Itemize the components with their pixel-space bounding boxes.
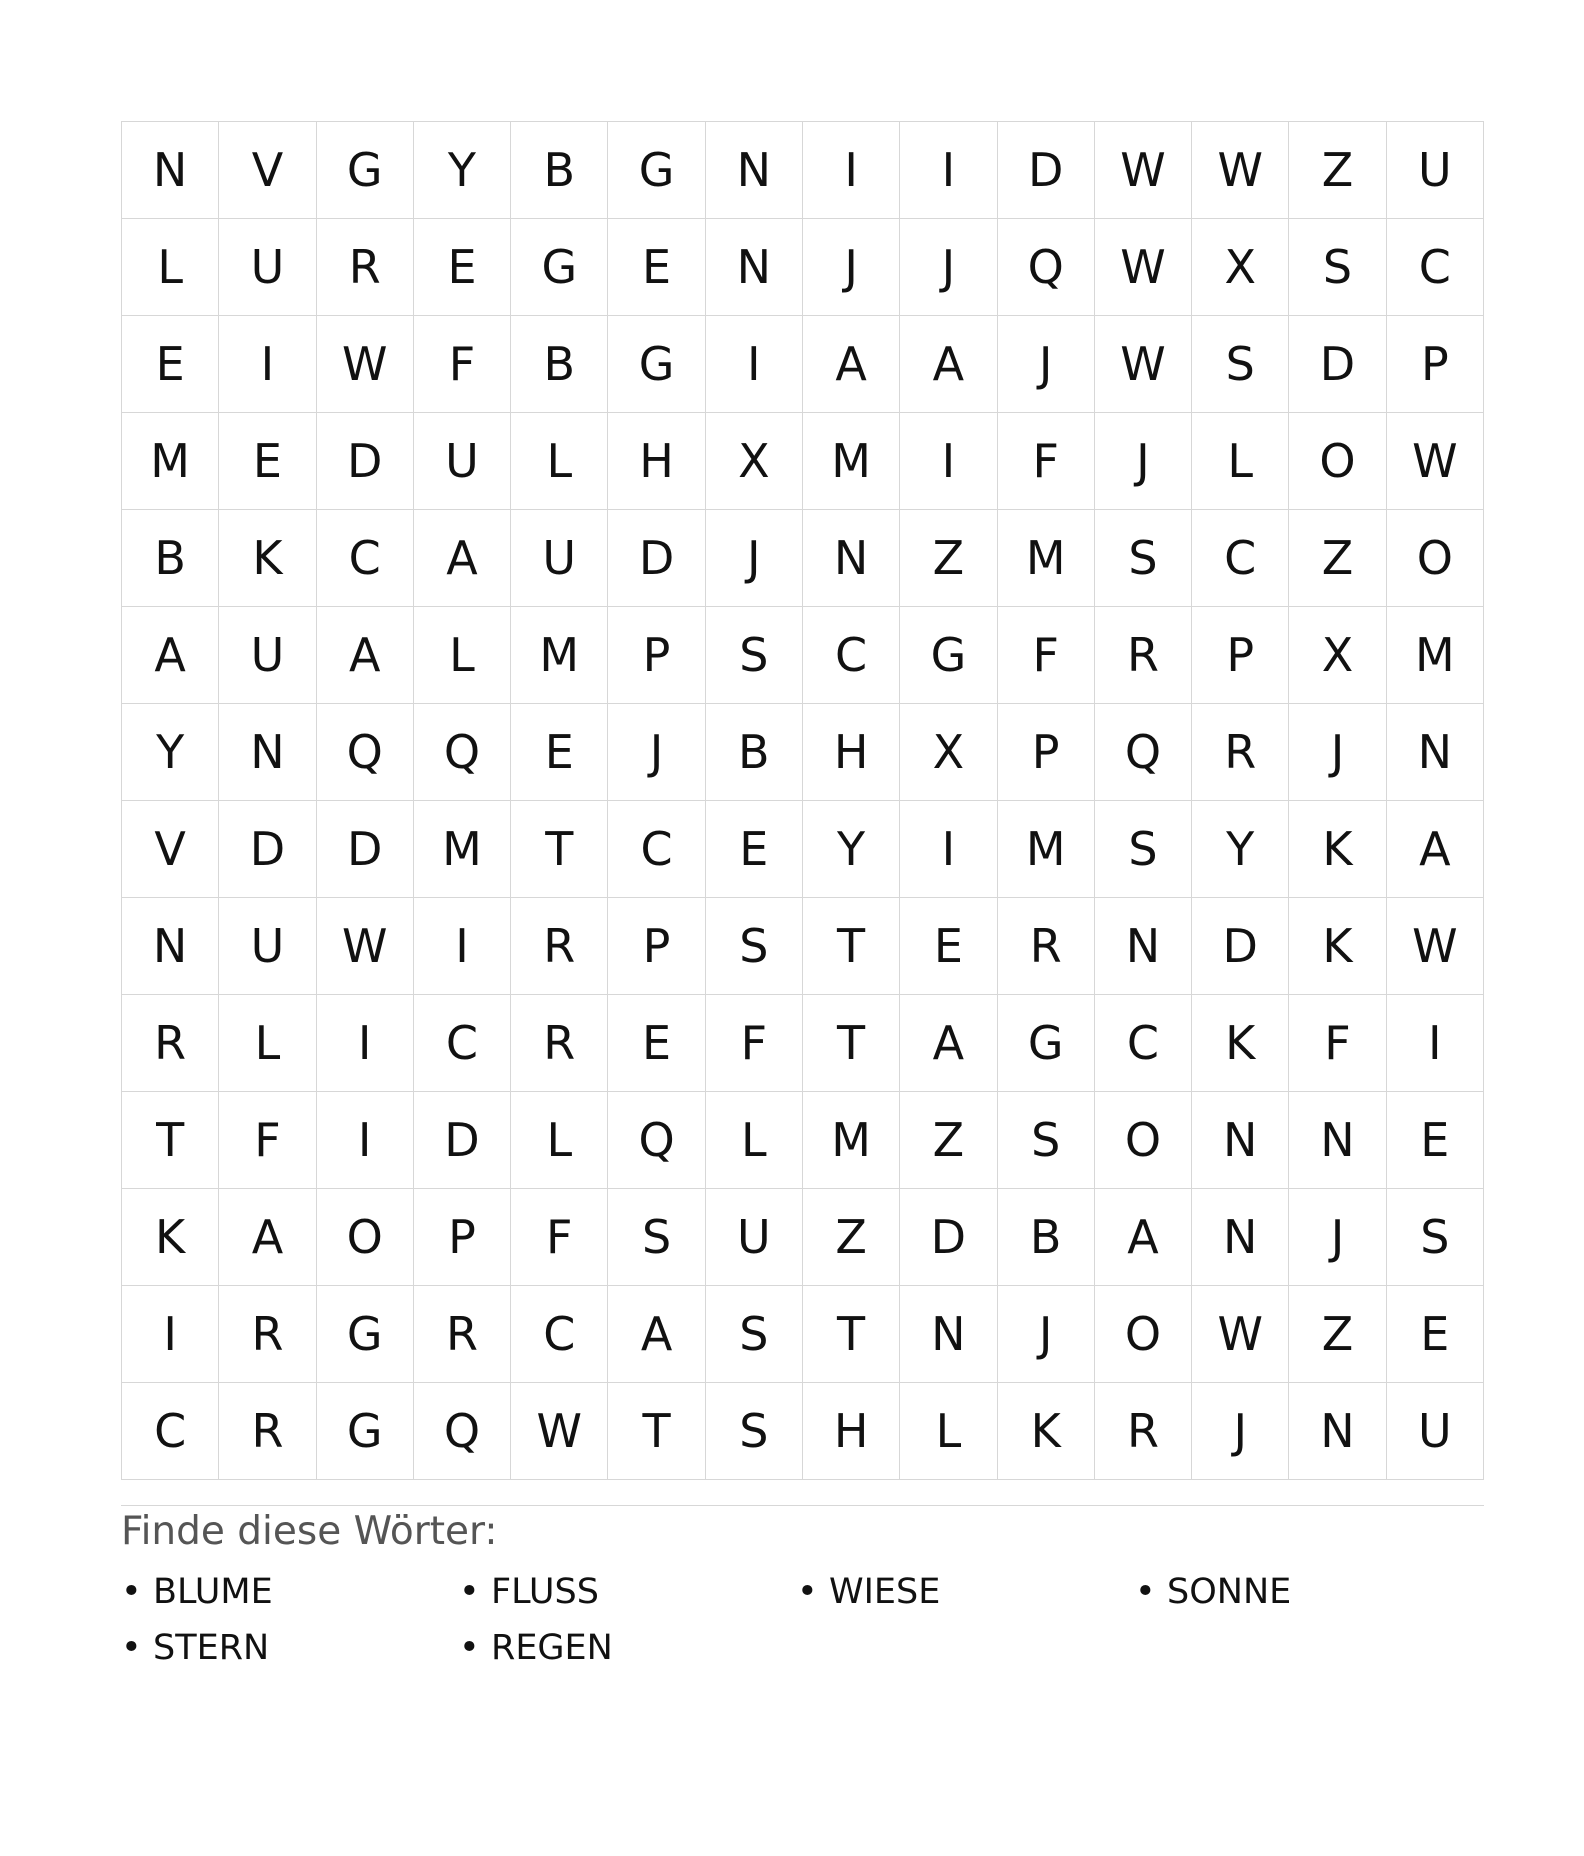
grid-cell[interactable]: P (1192, 607, 1289, 704)
grid-cell[interactable]: D (608, 510, 705, 607)
grid-cell[interactable]: Y (1192, 801, 1289, 898)
grid-cell[interactable]: C (802, 607, 899, 704)
grid-cell[interactable]: I (316, 995, 413, 1092)
grid-cell[interactable]: A (1386, 801, 1483, 898)
grid-cell[interactable]: M (997, 510, 1094, 607)
grid-cell[interactable]: L (511, 1092, 608, 1189)
bullet-icon: • (121, 1628, 142, 1668)
grid-cell[interactable]: I (413, 898, 510, 995)
grid-cell[interactable]: N (122, 898, 219, 995)
grid-cell[interactable]: R (1192, 704, 1289, 801)
grid-cell[interactable]: R (1094, 1383, 1191, 1480)
grid-cell[interactable]: F (219, 1092, 316, 1189)
grid-cell[interactable]: A (608, 1286, 705, 1383)
grid-cell[interactable]: R (511, 898, 608, 995)
grid-cell[interactable]: D (413, 1092, 510, 1189)
grid-cell[interactable]: G (608, 122, 705, 219)
grid-cell[interactable]: X (705, 413, 802, 510)
grid-cell[interactable]: I (316, 1092, 413, 1189)
grid-cell[interactable]: O (1094, 1286, 1191, 1383)
grid-cell[interactable]: Z (900, 510, 997, 607)
grid-cell[interactable]: D (900, 1189, 997, 1286)
divider (121, 1505, 1484, 1506)
grid-row (122, 801, 1484, 898)
grid-cell[interactable]: Z (1289, 510, 1386, 607)
grid-cell[interactable]: C (1386, 219, 1483, 316)
grid-cell[interactable]: Z (1289, 1286, 1386, 1383)
grid-cell[interactable]: G (316, 1383, 413, 1480)
grid-cell[interactable]: V (122, 801, 219, 898)
bullet-icon: • (459, 1628, 480, 1668)
grid-cell[interactable]: F (705, 995, 802, 1092)
grid-cell[interactable]: A (1094, 1189, 1191, 1286)
word-label: WIESE (829, 1572, 941, 1612)
grid-cell[interactable]: X (1289, 607, 1386, 704)
grid-cell[interactable]: B (122, 510, 219, 607)
grid-cell[interactable]: Q (1094, 704, 1191, 801)
grid-cell[interactable]: E (219, 413, 316, 510)
grid-cell[interactable]: C (1192, 510, 1289, 607)
grid-cell[interactable]: B (511, 122, 608, 219)
grid-cell[interactable]: O (1289, 413, 1386, 510)
grid-cell[interactable]: N (1289, 1092, 1386, 1189)
grid-cell[interactable]: I (219, 316, 316, 413)
grid-cell[interactable]: A (900, 995, 997, 1092)
grid-cell[interactable]: I (900, 801, 997, 898)
grid-cell[interactable]: I (802, 122, 899, 219)
word-search-puzzle (121, 121, 1484, 1480)
grid-cell[interactable]: E (1386, 1286, 1483, 1383)
grid-cell[interactable]: N (802, 510, 899, 607)
grid-cell[interactable]: I (122, 1286, 219, 1383)
grid-cell[interactable]: Y (122, 704, 219, 801)
grid-cell[interactable]: M (413, 801, 510, 898)
grid-row (122, 510, 1484, 607)
grid-cell[interactable]: T (802, 898, 899, 995)
word-list-item (459, 1624, 797, 1672)
grid-cell[interactable]: E (900, 898, 997, 995)
grid-row (122, 607, 1484, 704)
grid-cell[interactable]: N (219, 704, 316, 801)
grid-cell[interactable]: U (1386, 122, 1483, 219)
grid-cell[interactable]: B (705, 704, 802, 801)
grid-cell[interactable]: J (1192, 1383, 1289, 1480)
grid-cell[interactable]: R (511, 995, 608, 1092)
grid-row (122, 704, 1484, 801)
grid-cell[interactable]: N (1386, 704, 1483, 801)
grid-row (122, 219, 1484, 316)
grid-cell[interactable]: J (900, 219, 997, 316)
grid-cell[interactable]: W (316, 898, 413, 995)
grid-cell[interactable]: R (1094, 607, 1191, 704)
grid-cell[interactable]: H (802, 1383, 899, 1480)
grid-row (122, 122, 1484, 219)
grid-cell[interactable]: G (316, 1286, 413, 1383)
grid-cell[interactable]: E (511, 704, 608, 801)
grid-cell[interactable]: H (608, 413, 705, 510)
grid-cell[interactable]: S (705, 1286, 802, 1383)
grid-cell[interactable]: A (413, 510, 510, 607)
grid-cell[interactable]: K (219, 510, 316, 607)
grid-cell[interactable]: M (1386, 607, 1483, 704)
grid-cell[interactable]: L (413, 607, 510, 704)
bullet-icon: • (459, 1572, 480, 1612)
grid-cell[interactable]: M (511, 607, 608, 704)
grid-cell[interactable]: T (802, 1286, 899, 1383)
grid-cell[interactable]: K (1289, 898, 1386, 995)
grid-cell[interactable]: N (1094, 898, 1191, 995)
grid-cell[interactable]: A (802, 316, 899, 413)
grid-cell[interactable]: W (1094, 219, 1191, 316)
letter-grid (121, 121, 1484, 1480)
grid-cell[interactable]: S (1094, 801, 1191, 898)
grid-cell[interactable]: Z (1289, 122, 1386, 219)
grid-cell[interactable]: M (802, 1092, 899, 1189)
grid-cell[interactable]: G (997, 995, 1094, 1092)
grid-cell[interactable]: K (997, 1383, 1094, 1480)
grid-cell[interactable]: Q (997, 219, 1094, 316)
grid-cell[interactable]: K (122, 1189, 219, 1286)
grid-cell[interactable]: D (997, 122, 1094, 219)
grid-cell[interactable]: E (608, 219, 705, 316)
letter-grid-body (122, 122, 1484, 1480)
grid-cell[interactable]: U (1386, 1383, 1483, 1480)
word-list-item (797, 1568, 1135, 1616)
grid-cell[interactable]: J (1289, 704, 1386, 801)
grid-cell[interactable]: P (997, 704, 1094, 801)
grid-cell[interactable]: N (705, 122, 802, 219)
grid-cell[interactable]: K (1289, 801, 1386, 898)
grid-cell[interactable]: J (1094, 413, 1191, 510)
grid-cell[interactable]: U (511, 510, 608, 607)
grid-cell[interactable]: W (511, 1383, 608, 1480)
grid-cell[interactable]: Z (802, 1189, 899, 1286)
instructions-label: Finde diese Wörter: (121, 1509, 498, 1554)
grid-row (122, 898, 1484, 995)
word-label: STERN (153, 1628, 270, 1668)
grid-cell[interactable]: R (316, 219, 413, 316)
grid-cell[interactable]: F (997, 607, 1094, 704)
grid-cell[interactable]: R (997, 898, 1094, 995)
grid-cell[interactable]: E (608, 995, 705, 1092)
grid-cell[interactable]: C (316, 510, 413, 607)
grid-cell[interactable]: Q (316, 704, 413, 801)
grid-cell[interactable]: F (1289, 995, 1386, 1092)
grid-cell[interactable]: C (608, 801, 705, 898)
grid-cell[interactable]: E (122, 316, 219, 413)
grid-cell[interactable]: S (705, 607, 802, 704)
grid-cell[interactable]: B (997, 1189, 1094, 1286)
grid-cell[interactable]: J (802, 219, 899, 316)
grid-cell[interactable]: D (1289, 316, 1386, 413)
grid-cell[interactable]: N (122, 122, 219, 219)
grid-cell[interactable]: G (900, 607, 997, 704)
bullet-icon: • (121, 1572, 142, 1612)
bullet-icon: • (797, 1572, 818, 1612)
grid-cell[interactable]: D (316, 801, 413, 898)
grid-cell[interactable]: U (219, 219, 316, 316)
grid-cell[interactable]: A (219, 1189, 316, 1286)
grid-cell[interactable]: L (219, 995, 316, 1092)
grid-cell[interactable]: V (219, 122, 316, 219)
grid-cell[interactable]: C (413, 995, 510, 1092)
grid-cell[interactable]: S (997, 1092, 1094, 1189)
grid-cell[interactable]: Q (413, 704, 510, 801)
word-list-item (459, 1568, 797, 1616)
grid-cell[interactable]: C (122, 1383, 219, 1480)
grid-row (122, 1286, 1484, 1383)
grid-cell[interactable]: G (316, 122, 413, 219)
grid-cell[interactable]: S (608, 1189, 705, 1286)
grid-cell[interactable]: F (997, 413, 1094, 510)
grid-cell[interactable]: T (608, 1383, 705, 1480)
grid-row (122, 1189, 1484, 1286)
grid-row (122, 995, 1484, 1092)
grid-cell[interactable]: O (1094, 1092, 1191, 1189)
grid-cell[interactable]: U (219, 898, 316, 995)
grid-cell[interactable]: L (705, 1092, 802, 1189)
grid-cell[interactable]: D (219, 801, 316, 898)
grid-cell[interactable]: C (1094, 995, 1191, 1092)
grid-cell[interactable]: N (1192, 1189, 1289, 1286)
word-list-item (1135, 1568, 1473, 1616)
word-list-item (121, 1568, 459, 1616)
word-list (121, 1568, 1484, 1672)
grid-cell[interactable]: G (608, 316, 705, 413)
grid-cell[interactable]: L (122, 219, 219, 316)
grid-cell[interactable]: E (413, 219, 510, 316)
grid-cell[interactable]: S (705, 1383, 802, 1480)
grid-cell[interactable]: L (1192, 413, 1289, 510)
grid-cell[interactable]: D (1192, 898, 1289, 995)
grid-cell[interactable]: H (802, 704, 899, 801)
grid-cell[interactable]: K (1192, 995, 1289, 1092)
grid-cell[interactable]: W (1192, 122, 1289, 219)
grid-cell[interactable]: I (705, 316, 802, 413)
grid-cell[interactable]: Z (900, 1092, 997, 1189)
grid-cell[interactable]: P (608, 607, 705, 704)
grid-cell[interactable]: J (608, 704, 705, 801)
grid-cell[interactable]: F (511, 1189, 608, 1286)
grid-cell[interactable]: J (997, 316, 1094, 413)
grid-cell[interactable]: I (1386, 995, 1483, 1092)
grid-cell[interactable]: N (1192, 1092, 1289, 1189)
grid-cell[interactable]: J (705, 510, 802, 607)
grid-cell[interactable]: C (511, 1286, 608, 1383)
bullet-icon: • (1135, 1572, 1156, 1612)
grid-cell[interactable]: S (1192, 316, 1289, 413)
grid-cell[interactable]: T (802, 995, 899, 1092)
grid-row (122, 316, 1484, 413)
grid-cell[interactable]: X (900, 704, 997, 801)
grid-cell[interactable]: E (705, 801, 802, 898)
grid-cell[interactable]: S (1094, 510, 1191, 607)
grid-cell[interactable]: W (1094, 122, 1191, 219)
grid-cell[interactable]: Y (413, 122, 510, 219)
grid-cell[interactable]: A (900, 316, 997, 413)
grid-cell[interactable]: D (316, 413, 413, 510)
grid-cell[interactable]: F (413, 316, 510, 413)
grid-cell[interactable]: G (511, 219, 608, 316)
word-label: SONNE (1167, 1572, 1292, 1612)
grid-cell[interactable]: J (997, 1286, 1094, 1383)
grid-cell[interactable]: P (1386, 316, 1483, 413)
grid-cell[interactable]: N (705, 219, 802, 316)
grid-cell[interactable]: O (316, 1189, 413, 1286)
grid-cell[interactable]: U (219, 607, 316, 704)
grid-cell[interactable]: Q (608, 1092, 705, 1189)
grid-cell[interactable]: R (219, 1383, 316, 1480)
grid-cell[interactable]: M (122, 413, 219, 510)
grid-cell[interactable]: X (1192, 219, 1289, 316)
grid-row (122, 1092, 1484, 1189)
word-label: FLUSS (491, 1572, 599, 1612)
grid-cell[interactable]: A (122, 607, 219, 704)
grid-cell[interactable]: M (802, 413, 899, 510)
grid-cell[interactable]: R (413, 1286, 510, 1383)
grid-cell[interactable]: W (1386, 898, 1483, 995)
grid-cell[interactable]: J (1289, 1189, 1386, 1286)
grid-cell[interactable]: W (316, 316, 413, 413)
grid-cell[interactable]: I (900, 413, 997, 510)
grid-cell[interactable]: N (1289, 1383, 1386, 1480)
grid-cell[interactable]: W (1094, 316, 1191, 413)
grid-cell[interactable]: B (511, 316, 608, 413)
grid-cell[interactable]: R (219, 1286, 316, 1383)
grid-cell[interactable]: S (1289, 219, 1386, 316)
word-list-item (121, 1624, 459, 1672)
grid-cell[interactable]: Y (802, 801, 899, 898)
grid-cell[interactable]: U (413, 413, 510, 510)
grid-cell[interactable]: W (1192, 1286, 1289, 1383)
grid-cell[interactable]: E (1386, 1092, 1483, 1189)
grid-cell[interactable]: M (997, 801, 1094, 898)
grid-cell[interactable]: Q (413, 1383, 510, 1480)
grid-cell[interactable]: S (705, 898, 802, 995)
grid-cell[interactable]: L (511, 413, 608, 510)
grid-cell[interactable]: L (900, 1383, 997, 1480)
grid-cell[interactable]: T (511, 801, 608, 898)
grid-cell[interactable]: T (122, 1092, 219, 1189)
grid-row (122, 413, 1484, 510)
grid-cell[interactable]: N (900, 1286, 997, 1383)
grid-cell[interactable]: I (900, 122, 997, 219)
grid-cell[interactable]: R (122, 995, 219, 1092)
grid-cell[interactable]: S (1386, 1189, 1483, 1286)
grid-cell[interactable]: O (1386, 510, 1483, 607)
grid-cell[interactable]: W (1386, 413, 1483, 510)
grid-cell[interactable]: P (413, 1189, 510, 1286)
grid-row (122, 1383, 1484, 1480)
grid-cell[interactable]: U (705, 1189, 802, 1286)
word-label: BLUME (153, 1572, 273, 1612)
grid-cell[interactable]: P (608, 898, 705, 995)
word-label: REGEN (491, 1628, 613, 1668)
grid-cell[interactable]: A (316, 607, 413, 704)
